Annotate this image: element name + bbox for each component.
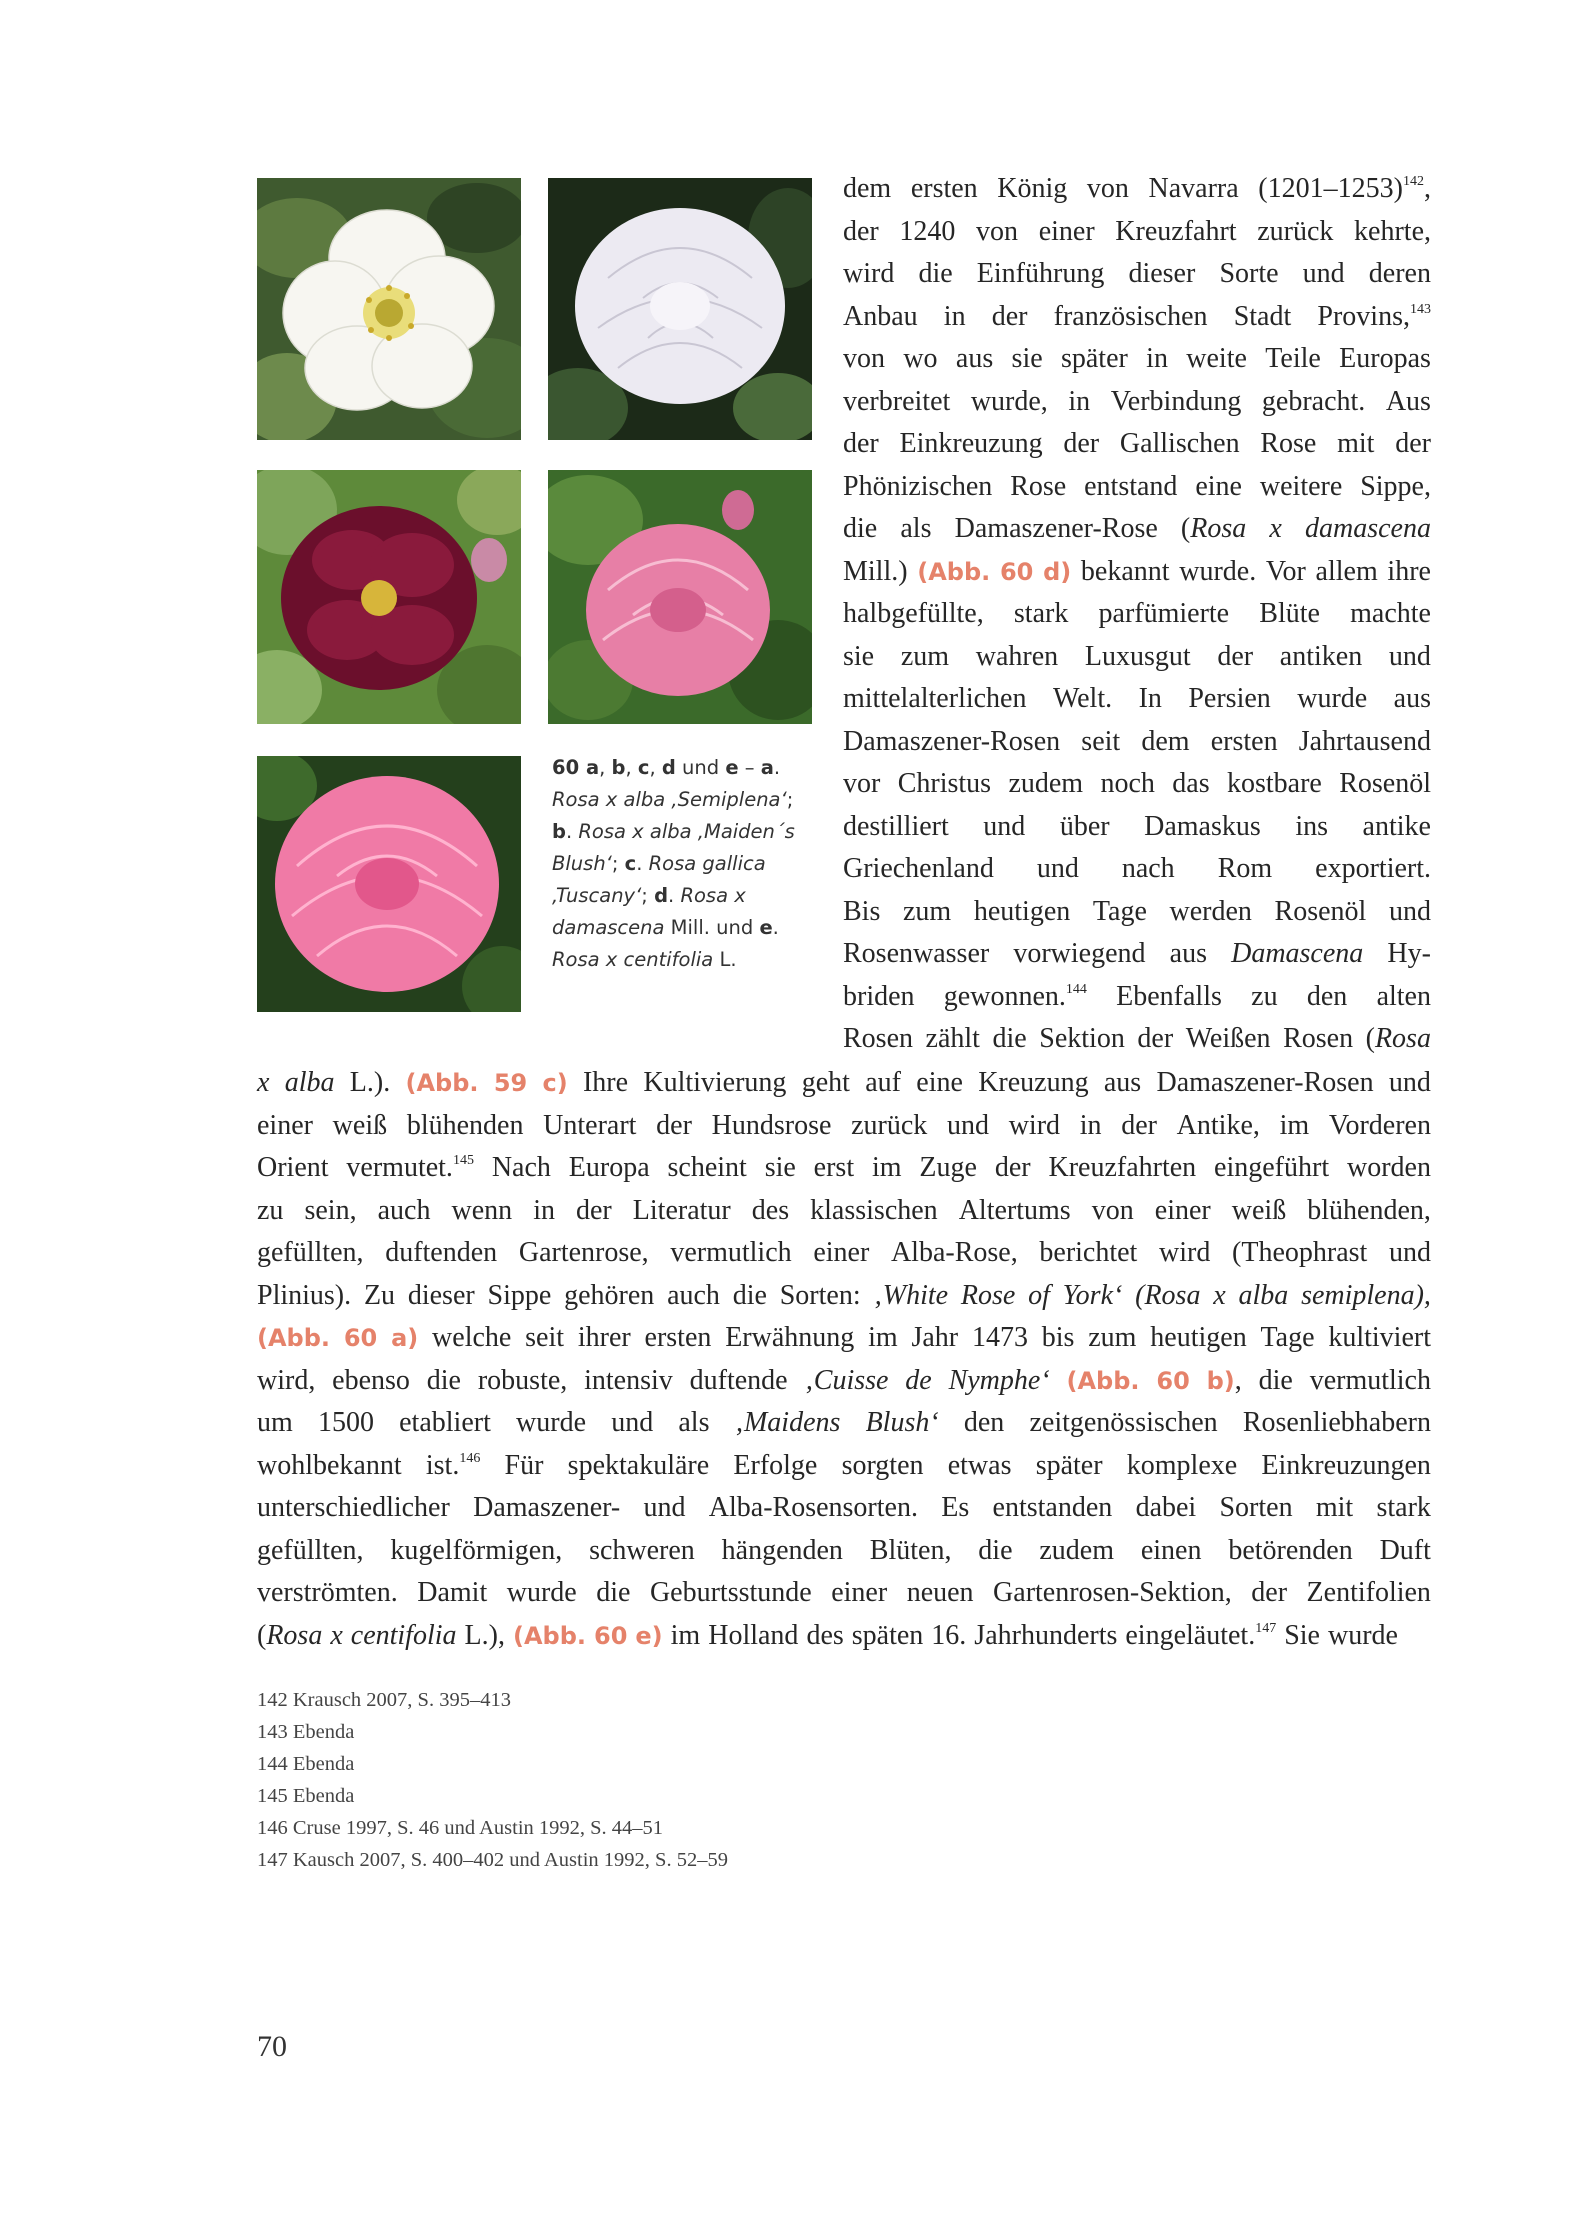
caption-run: L. <box>713 948 737 971</box>
photo-60b-rosa-alba-maidens-blush <box>548 178 812 440</box>
text-line: Mill.) (Abb. 60 d) bekannt wurde. Vor allem ihre <box>843 555 1431 587</box>
figure-reference-link[interactable]: 59 <box>493 1069 528 1097</box>
text-line: verbreitet wurde, in Verbindung gebracht. Aus <box>843 385 1431 417</box>
text-line: zu sein, auch wenn in der Literatur des klassischen Altertums von einer weiß blühenden, <box>257 1194 1431 1226</box>
photo-60a-rosa-alba-semiplena <box>257 178 521 440</box>
footnote: 142 Krausch 2007, S. 395–413 <box>257 1689 511 1711</box>
body-text-full <box>257 1062 1431 1657</box>
figure-reference-link[interactable]: 60 <box>594 1621 628 1650</box>
caption-run: . <box>773 756 781 779</box>
figure-reference-link[interactable]: 60 <box>343 1324 378 1352</box>
text-line: Rosen zählt die Sektion der Weißen Rosen (Rosa <box>843 1023 1431 1054</box>
text-line: (Rosa x centifolia L.), (Abb. 60 e) im Holland des späten 16. Jahrhunderts eingeläutet.$^{147}$ Sie wurde <box>257 1619 1398 1651</box>
caption-run: ; <box>641 884 655 907</box>
footnote-marker[interactable]: 145 <box>452 1153 474 1168</box>
text-line: Rosenwasser vorwiegend aus Damascena Hy- <box>843 938 1431 969</box>
footnote-marker[interactable]: 146 <box>459 1450 481 1466</box>
text-line: wird die Einführung dieser Sorte und deren <box>843 258 1431 289</box>
caption-run: c <box>624 852 637 875</box>
figure-caption <box>552 752 802 976</box>
text-line: gefüllten, kugelförmigen, schweren hängenden Blüten, die zudem einen betörenden Duft <box>257 1534 1431 1566</box>
footnote-marker[interactable]: 142 <box>1402 174 1424 189</box>
caption-run: b <box>611 756 626 779</box>
text-line: die als Damaszener-Rose (Rosa x damascena <box>843 513 1431 544</box>
footnote-marker[interactable]: 147 <box>1255 1620 1277 1636</box>
text-line: Bis zum heutigen Tage werden Rosenöl und <box>843 895 1431 927</box>
text-line: unterschiedlicher Damaszener- und Alba-Rosensorten. Es entstanden dabei Sorten mit stark <box>257 1492 1431 1523</box>
footnote-marker[interactable]: 143 <box>1409 301 1431 317</box>
caption-run: , <box>599 756 612 779</box>
text-line: gefüllten, duftenden Gartenrose, vermutlich einer Alba-Rose, berichtet wird (Theophrast und <box>257 1237 1431 1268</box>
caption-run: d <box>661 756 676 779</box>
footnote: 143 Ebenda <box>257 1721 355 1743</box>
figure-reference-link[interactable]: (Abb. <box>405 1069 479 1097</box>
footnote-marker[interactable]: 144 <box>1065 981 1087 997</box>
text-line: sie zum wahren Luxusgut der antiken und <box>843 640 1431 672</box>
figure-reference-link[interactable]: 60 <box>1156 1366 1190 1395</box>
text-line: briden gewonnen.$^{144}$ Ebenfalls zu den alten <box>843 980 1431 1012</box>
text-line: Damaszener-Rosen seit dem ersten Jahrtausend <box>843 725 1431 757</box>
body-text-column <box>843 168 1431 1061</box>
footnote: 146 Cruse 1997, S. 46 und Austin 1992, S. 44–51 <box>257 1817 664 1839</box>
text-line: vor Christus zudem noch das kostbare Rosenöl <box>843 768 1431 799</box>
text-line: Orient vermutet.$^{145}$ Nach Europa scheint sie erst im Zuge der Kreuzfahrten eingeführt worden <box>257 1152 1431 1183</box>
text-line: der 1240 von einer Kreuzfahrt zurück kehrte, <box>843 215 1431 247</box>
figure-reference-link[interactable]: b) <box>1206 1366 1235 1395</box>
caption-run: b <box>552 820 566 843</box>
photo-60c-rosa-gallica-tuscany <box>257 470 521 724</box>
figure-reference-link[interactable]: (Abb. <box>1066 1366 1140 1395</box>
caption-run: Rosa x damascena <box>552 884 746 939</box>
text-line: um 1500 etabliert wurde und als ‚Maidens Blush‘ den zeitgenössischen Rosenliebhabern <box>257 1407 1431 1438</box>
caption-run: Rosa x alba ‚Maiden´s Blush‘ <box>552 820 795 875</box>
text-line: von wo aus sie später in weite Teile Europas <box>843 343 1431 374</box>
figure-reference-link[interactable]: (Abb. <box>917 557 991 586</box>
figure-reference-link[interactable]: d) <box>1043 557 1072 586</box>
caption-run: . <box>668 884 681 907</box>
photo-60d-rosa-damascena <box>548 470 812 724</box>
text-line: wird, ebenso die robuste, intensiv duftende ‚Cuisse de Nymphe‘ (Abb. 60 b), die vermutlich <box>257 1364 1431 1396</box>
text-line: (Abb. 60 a) welche seit ihrer ersten Erwähnung im Jahr 1473 bis zum heutigen Tage kultiviert <box>257 1322 1431 1353</box>
footnote: 145 Ebenda <box>257 1785 355 1807</box>
figure-reference-link[interactable]: 60 <box>999 557 1034 586</box>
text-line: Anbau in der französischen Stadt Provins,$^{143}$ <box>843 300 1431 332</box>
text-line: verströmten. Damit wurde die Geburtsstunde einer neuen Gartenrosen-Sektion, der Zentifolien <box>257 1577 1431 1608</box>
text-line: halbgefüllte, stark parfümierte Blüte machte <box>843 598 1431 629</box>
text-line: x alba L.). (Abb. 59 c) Ihre Kultivierung geht auf eine Kreuzung aus Damaszener-Rosen und <box>257 1067 1431 1098</box>
caption-run: , <box>649 756 662 779</box>
caption-run: e <box>725 756 739 779</box>
caption-run: , <box>625 756 638 779</box>
text-line: Plinius). Zu dieser Sippe gehören auch die Sorten: ‚White Rose of York‘ (Rosa x alba semiplena), <box>257 1279 1431 1311</box>
page-number: 70 <box>257 2030 287 2063</box>
caption-run: c <box>637 756 650 779</box>
caption-run: Rosa x alba ‚Semiplena‘ <box>552 788 787 811</box>
caption-run: . <box>636 852 649 875</box>
caption-run: Mill. und <box>664 916 760 939</box>
figure-reference-link[interactable]: a) <box>391 1324 419 1352</box>
text-line: Phönizischen Rose entstand eine weitere Sippe, <box>843 470 1431 502</box>
footnote: 144 Ebenda <box>257 1753 355 1775</box>
figure-reference-link[interactable]: c) <box>542 1069 568 1097</box>
text-line: wohlbekannt ist.$^{146}$ Für spektakuläre Erfolge sorgten etwas später komplexe Einkreuzungen <box>257 1449 1431 1481</box>
figure-reference-link[interactable]: e) <box>635 1621 663 1650</box>
caption-run: 60 <box>552 756 586 779</box>
text-line: destilliert und über Damaskus ins antike <box>843 810 1431 842</box>
caption-run: – <box>738 756 761 779</box>
text-line: dem ersten König von Navarra (1201–1253)$^{142}$, <box>843 173 1431 204</box>
footnote: 147 Kausch 2007, S. 400–402 und Austin 1992, S. 52–59 <box>257 1849 728 1871</box>
figure-reference-link[interactable]: (Abb. <box>512 1621 586 1650</box>
caption-run: e <box>759 916 773 939</box>
caption-run: und <box>675 756 726 779</box>
caption-run: ; <box>786 788 794 811</box>
text-line: einer weiß blühenden Unterart der Hundsrose zurück und wird in der Antike, im Vorderen <box>257 1109 1431 1141</box>
text-line: mittelalterlichen Welt. In Persien wurde aus <box>843 683 1431 714</box>
caption-run: ; <box>611 852 625 875</box>
photo-60e-rosa-centifolia <box>257 756 521 1012</box>
caption-run: a <box>585 756 600 779</box>
figure-reference-link[interactable]: (Abb. <box>257 1324 331 1352</box>
footnotes <box>257 1684 728 1876</box>
caption-run: Rosa gallica ‚Tuscany‘ <box>552 852 766 907</box>
caption-run: Rosa x centifolia <box>552 948 714 971</box>
caption-run: . <box>565 820 579 843</box>
caption-run: d <box>654 884 669 907</box>
text-line: der Einkreuzung der Gallischen Rose mit der <box>843 428 1431 459</box>
caption-run: . <box>772 916 779 939</box>
caption-run: a <box>760 756 774 779</box>
text-line: Griechenland und nach Rom exportiert. <box>843 853 1431 884</box>
